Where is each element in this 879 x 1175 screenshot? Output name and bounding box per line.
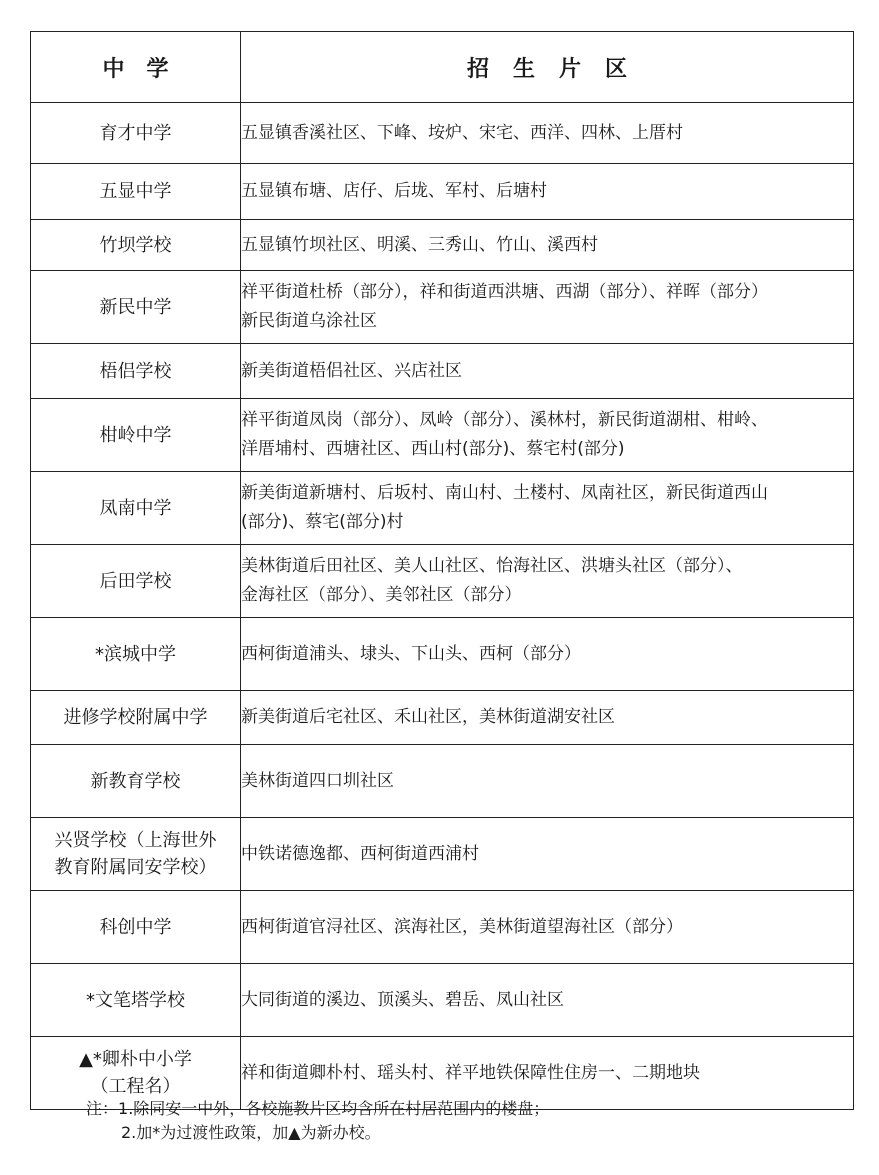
area-text: 五显镇香溪社区、下峰、垵炉、宋宅、西洋、四林、上厝村 [241,122,683,143]
footnotes [86,1097,549,1145]
table-row [31,164,854,220]
area-text: 西柯街道浦头、埭头、下山头、西柯（部分） [241,643,581,664]
school-cell [31,545,241,618]
area-text: 美林街道后田社区、美人山社区、怡海社区、洪塘头社区（部分）、 [241,556,743,576]
table-header-row [31,32,854,103]
area-text: 大同街道的溪边、顶溪头、碧岳、凤山社区 [241,989,564,1010]
area-text: 洋厝埔村、西塘社区、西山村(部分)、蔡宅村(部分) [241,439,625,459]
school-cell [31,818,241,891]
area-cell [241,399,854,472]
school-name: （工程名） [90,1076,181,1097]
area-cell [241,545,854,618]
area-text: 金海社区（部分）、美邻社区（部分） [241,585,522,605]
table-row [31,745,854,818]
table-row [31,691,854,745]
area-text: 祥平街道杜桥（部分），祥和街道西洪塘、西湖（部分）、祥晖（部分） [241,282,768,302]
table-row [31,103,854,164]
school-cell [31,220,241,271]
school-cell [31,103,241,164]
school-name: 竹坝学校 [99,234,172,256]
footnote-1 [86,1097,549,1121]
school-name: 柑岭中学 [99,424,172,446]
table-row [31,344,854,399]
footnote-2 [86,1121,549,1145]
area-text: 中铁诺德逸都、西柯街道西浦村 [241,843,479,864]
header-area-label: 招生片区 [466,56,651,82]
area-cell [241,164,854,220]
table-row [31,271,854,344]
area-text: 新美街道新塘村、后坂村、南山村、土楼村、凤南社区，新民街道西山 [241,483,768,503]
school-name: 兴贤学校（上海世外 [54,830,217,851]
school-name: 育才中学 [99,122,172,144]
school-name: 新民中学 [99,296,172,318]
area-text: 五显镇布塘、店仔、后垅、军村、后塘村 [241,181,547,201]
header-school-label: 中学 [102,56,191,82]
table-row [31,545,854,618]
area-cell [241,691,854,745]
area-cell [241,891,854,964]
table-row [31,472,854,545]
school-name: 教育附属同安学校） [54,857,217,878]
area-text: 五显镇竹坝社区、明溪、三秀山、竹山、溪西村 [241,234,598,255]
area-cell [241,818,854,891]
table-row [31,964,854,1037]
school-name: 进修学校附属中学 [63,707,208,728]
school-cell [31,964,241,1037]
school-cell [31,891,241,964]
school-name: 凤南中学 [99,497,172,519]
header-area [241,32,854,103]
area-text: 祥平街道凤岗（部分）、凤岭（部分）、溪林村，新民街道湖柑、柑岭、 [241,410,768,430]
school-name: 后田学校 [99,570,172,592]
school-cell [31,399,241,472]
table-row [31,220,854,271]
school-name: 五显中学 [99,181,172,202]
school-cell [31,164,241,220]
area-cell [241,618,854,691]
footnote-prefix: 注： [86,1099,119,1118]
table-row [31,618,854,691]
school-name: *滨城中学 [95,643,176,665]
school-cell [31,271,241,344]
table-row [31,818,854,891]
area-text: 新美街道梧侣社区、兴店社区 [241,360,462,381]
area-cell [241,472,854,545]
school-name: 梧侣学校 [99,360,172,382]
area-text: 祥和街道卿朴村、瑶头村、祥平地铁保障性住房一、二期地块 [241,1062,700,1083]
table-row [31,891,854,964]
enrollment-table [30,31,854,1110]
area-cell [241,271,854,344]
school-cell [31,691,241,745]
area-text: (部分)、蔡宅(部分)村 [241,512,404,532]
header-school [31,32,241,103]
school-cell [31,472,241,545]
school-name: *文笔塔学校 [86,989,185,1011]
area-cell [241,964,854,1037]
school-cell [31,745,241,818]
area-cell [241,344,854,399]
school-name: ▲*卿朴中小学 [79,1049,192,1070]
footnote-line-1: 1.除同安一中外，各校施教片区均含所在村居范围内的楼盘； [118,1099,550,1118]
footnote-line-2: 2.加*为过渡性政策，加▲为新办校。 [121,1123,381,1142]
area-text: 美林街道四口圳社区 [241,770,394,791]
school-name: 科创中学 [99,916,172,938]
school-cell [31,344,241,399]
area-cell [241,103,854,164]
area-cell [241,745,854,818]
table-row [31,399,854,472]
school-cell [31,618,241,691]
area-text: 新民街道乌涂社区 [241,311,377,331]
area-text: 西柯街道官浔社区、滨海社区，美林街道望海社区（部分） [241,916,683,937]
school-name: 新教育学校 [90,770,181,792]
area-cell [241,220,854,271]
table-body [31,103,854,1110]
area-text: 新美街道后宅社区、禾山社区，美林街道湖安社区 [241,707,615,727]
